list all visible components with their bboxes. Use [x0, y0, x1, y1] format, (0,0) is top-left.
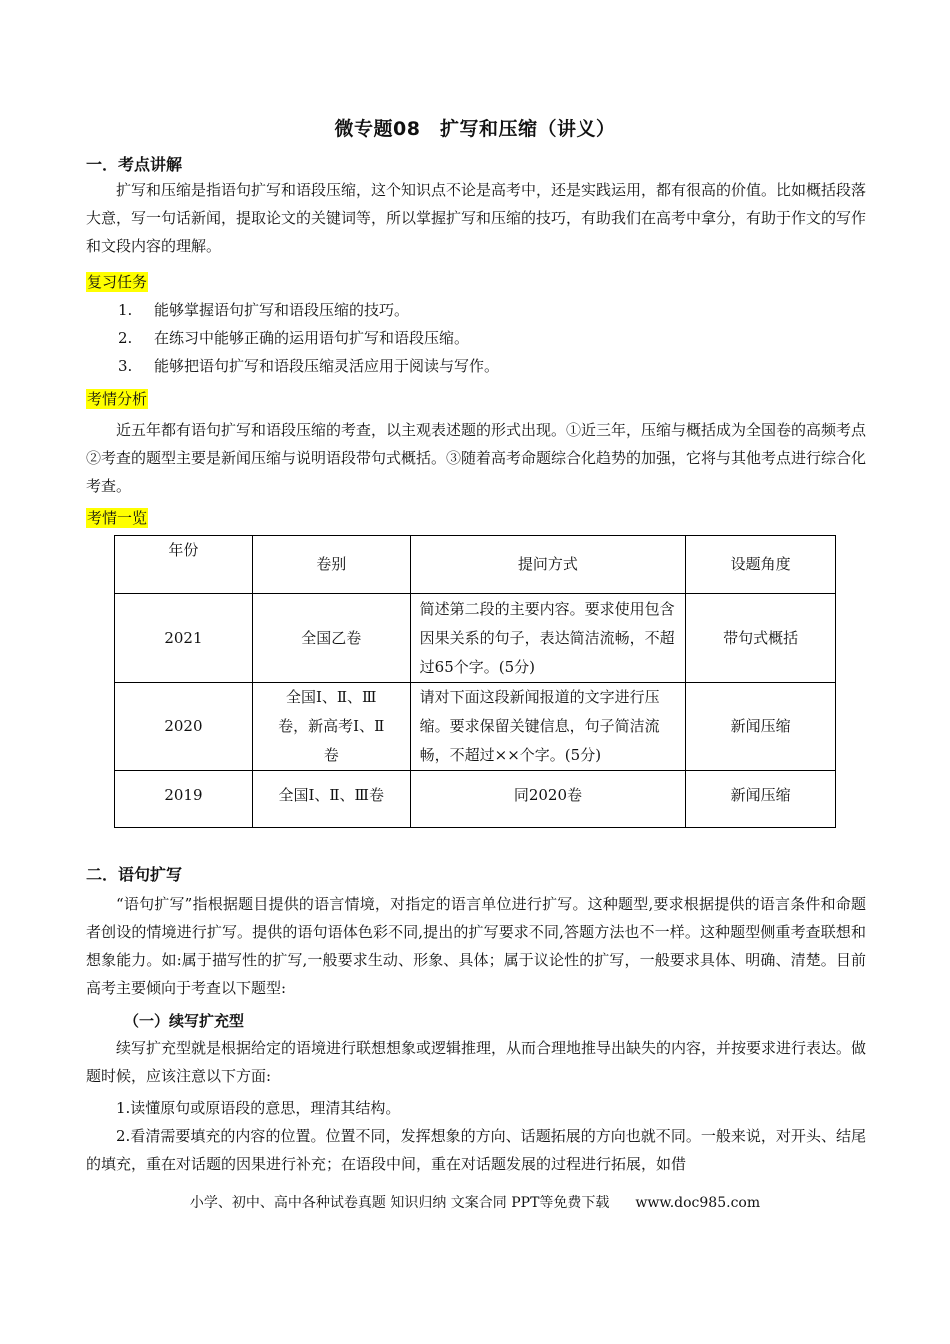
overview-label: 考情一览	[87, 509, 148, 527]
task-text: 能够掌握语句扩写和语段压缩的技巧。	[154, 301, 410, 319]
footer-site: www.doc985.com	[635, 1195, 761, 1211]
cell-method: 同2020卷	[410, 771, 686, 828]
header-year: 年份	[115, 536, 253, 594]
section-heading-sentence-expansion: 二．语句扩写	[86, 865, 183, 884]
table-row	[115, 771, 836, 828]
sub-heading-continuation: （一）续写扩充型	[124, 1012, 245, 1030]
analysis-paragraph: 近五年都有语句扩写和语段压缩的考查，以主观表述题的形式出现。①近三年，压缩与概括成为全国卷的高频考点②考查的题型主要是新闻压缩与说明语段带句式概括。③随着高考命题综合化趋势的加强，它将与其他考点进行综合化考查。	[86, 421, 867, 495]
task-text: 能够把语句扩写和语段压缩灵活应用于阅读与写作。	[154, 357, 500, 375]
point-2: 2.看清需要填充的内容的位置。位置不同，发挥想象的方向、话题拓展的方向也就不同。一般来说，对开头、结尾的填充，重在对话题的因果进行补充；在语段中间，重在对话题发展的过程进行拓展，如借	[86, 1127, 866, 1173]
cell-paper: 全国Ⅰ、Ⅱ、Ⅲ卷，新高考Ⅰ、Ⅱ卷	[252, 683, 410, 771]
analysis-label: 考情分析	[87, 390, 148, 408]
cell-angle: 新闻压缩	[686, 683, 836, 771]
table-row	[115, 594, 836, 683]
review-task-label: 复习任务	[87, 273, 148, 291]
cell-angle: 新闻压缩	[686, 771, 836, 828]
cell-paper: 全国Ⅰ、Ⅱ、Ⅲ卷	[252, 771, 410, 828]
header-angle: 设题角度	[686, 536, 836, 594]
task-text: 在练习中能够正确的运用语句扩写和语段压缩。	[154, 329, 470, 347]
cell-year: 2019	[115, 771, 253, 828]
section-heading-exam-points: 一．考点讲解	[86, 155, 183, 174]
intro-paragraph: 扩写和压缩是指语句扩写和语段压缩，这个知识点不论是高考中，还是实践运用，都有很高的价值。比如概括段落大意，写一句话新闻，提取论文的关键词等，所以掌握扩写和压缩的技巧，有助我们在高考中拿分，有助于作文的写作和文段内容的理解。	[86, 181, 867, 255]
cell-year: 2020	[115, 683, 253, 771]
header-method: 提问方式	[410, 536, 686, 594]
task-item	[118, 328, 469, 348]
cell-angle: 带句式概括	[686, 594, 836, 683]
expansion-intro-paragraph: “语句扩写”指根据题目提供的语言情境，对指定的语言单位进行扩写。这种题型,要求根据提供的语言条件和命题者创设的情境进行扩写。提供的语句语体色彩不同,提出的扩写要求不同,答题方法也不一样。这种题型侧重考查联想和想象能力。如:属于描写性的扩写,一般要求生动、形象、具体；属于议论性的扩写，一般要求具体、明确、清楚。目前高考主要倾向于考查以下题型:	[86, 895, 866, 997]
task-item	[118, 356, 499, 376]
task-number: 2.	[118, 329, 133, 347]
footer-text: 小学、初中、高中各种试卷真题 知识归纳 文案合同 PPT等免费下载	[189, 1195, 610, 1211]
page-footer	[0, 1192, 950, 1212]
exam-overview-table	[114, 535, 836, 828]
cell-paper: 全国乙卷	[252, 594, 410, 683]
task-number: 3.	[118, 357, 133, 375]
cell-method: 请对下面这段新闻报道的文字进行压缩。要求保留关键信息，句子简洁流畅，不超过××个字。(5分)	[410, 683, 686, 771]
header-paper: 卷别	[252, 536, 410, 594]
task-item	[118, 300, 409, 320]
page-title: 微专题08 扩写和压缩（讲义）	[334, 118, 616, 140]
table-row	[115, 683, 836, 771]
cell-year: 2021	[115, 594, 253, 683]
task-number: 1.	[118, 301, 133, 319]
table-header-row	[115, 536, 836, 594]
continuation-paragraph: 续写扩充型就是根据给定的语境进行联想想象或逻辑推理，从而合理地推导出缺失的内容，并按要求进行表达。做题时候，应该注意以下方面:	[86, 1039, 867, 1085]
cell-method: 简述第二段的主要内容。要求使用包含因果关系的句子，表达简洁流畅，不超过65个字。(5分)	[410, 594, 686, 683]
point-1: 1.读懂原句或原语段的意思，理清其结构。	[116, 1099, 401, 1117]
